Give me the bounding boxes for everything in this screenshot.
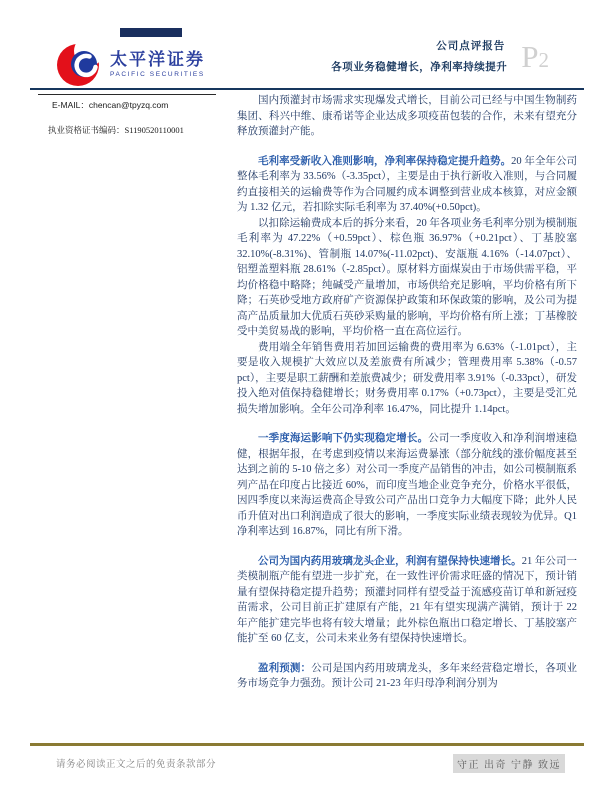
- header-accent-bar: [120, 28, 182, 37]
- analyst-contact-block: [48, 99, 184, 136]
- report-title: 各项业务稳健增长，净利率持续提升: [331, 62, 508, 73]
- body-paragraph: [237, 340, 577, 418]
- paragraph-text: 以扣除运输费成本后的拆分来看，20 年各项业务毛利率分别为模制瓶毛利率为 47.22%（+0.59pct）、棕色瓶 36.97%（+0.21pct）、丁基胶塞 32.10%(-8.31%)、管制瓶 14.07%(-11.02pct)、安瓿瓶 4.16%（-14.07pct）、铝塑盖塑料瓶 28.61%（-2.85pct）。原材料方面煤炭由于市场供需平稳，平均价格稳中略降；纯碱受产量增加，市场供给充足影响，平均价格有所下降；石英砂受地方政府矿产资源保护政策和环保政策的影响，及公司为提高产品质量加大优质石英砂采购量的影响，平均价格有所上涨；丁基橡胶受中美贸易战的影响，平均价格一直在高位运行。: [237, 217, 577, 337]
- pacific-securities-logo-icon: [56, 40, 104, 88]
- paragraph-text: 21 年公司一类模制瓶产能有望进一步扩充，在一致性评价需求旺盛的情况下，预计销量有望保持稳定提升趋势；预灌封同样有望受益于流感疫苗订单和新冠疫苗需求，公司目前正扩建原有产能，21 年有望实现满产满销，预计于 22 年产能扩建完毕也将有较大增量；此外棕色瓶出口稳定增长、丁基胶塞产能扩至 60 亿支，公司未来业务有望保持快速增长。: [237, 555, 578, 644]
- logo-name-en: PACIFIC SECURITIES: [110, 71, 205, 78]
- body-paragraph: [237, 154, 577, 216]
- footer-motto: 守正 出奇 宁静 致远: [453, 754, 565, 773]
- paragraph-text: 20 年全年公司整体毛利率为 33.56%（-3.35pct），主要是由于执行新收入准则，与合同履约直接相关的运输费等作为合同履约成本调整到营业成本核算，对应金额为 1.32 亿元，若扣除实际毛利率为 37.40%(+0.50pct)。: [237, 155, 578, 213]
- header-right: [331, 38, 549, 74]
- paragraph-lead: 一季度海运影响下仍实现稳定增长。: [258, 433, 429, 444]
- logo-name-cn: 太平洋证券: [110, 50, 205, 69]
- paragraph-lead: 毛利率受新收入准则影响，净利率保持稳定提升趋势。: [258, 155, 512, 167]
- contact-divider: [38, 94, 216, 95]
- email-line: [52, 99, 184, 111]
- paragraph-text: 公司一季度收入和净利润增速稳健，根据年报，在考虑到疫情以来海运费暴涨（部分航线的涨价幅度甚至达到之前的 5-10 倍之多）对公司一季度产品销售的冲击，如公司模制瓶系列产品在印度占比接近 60%，而印度当地企业竞争充分，价格水平很低，因四季度以来海运费高企导致公司产品出口竞争力大幅度下降；此外人民币升值对出口利润造成了很大的影响，一季度实际业绩表现较为优异。Q1 净利率达到 16.87%，同比有所下滑。: [237, 433, 578, 537]
- paragraph-text: 国内预灌封市场需求实现爆发式增长，目前公司已经与中国生物制药集团、科兴中维、康希诺等企业达成多项疫苗包装的合作，未来有望充分释放预灌封产能。: [237, 95, 577, 137]
- footer-divider: [30, 743, 584, 746]
- body-paragraph: [237, 431, 577, 540]
- footer-disclaimer: 请务必阅读正文之后的免责条款部分: [56, 760, 217, 770]
- certificate-line: [48, 124, 184, 136]
- certificate-number: S1190520110001: [124, 125, 184, 135]
- email-label: E-MAIL：: [52, 100, 89, 110]
- page-number-digit: 2: [538, 47, 549, 72]
- report-type-label: 公司点评报告: [436, 41, 506, 52]
- report-body: [237, 93, 577, 692]
- logo-text: [110, 50, 205, 78]
- email-value: chencan@tpyzq.com: [88, 100, 169, 110]
- body-paragraph: [237, 216, 577, 340]
- header-divider: [30, 88, 584, 90]
- body-paragraph: [237, 554, 577, 647]
- paragraph-text: 公司是国内药用玻璃龙头，多年来经营稳定增长，各项业务市场竞争力强劲。预计公司 21-23 年归母净利润分别为: [237, 662, 578, 689]
- body-paragraph: [237, 661, 577, 692]
- paragraph-text: 费用端全年销售费用若加回运输费的费用率为 6.63%（-1.01pct），主要是收入规模扩大效应以及差旅费有所减少；管理费用率 5.38%（-0.57 pct），主要是职工薪酬和差旅费减少；研发费用率 3.91%（-0.33pct），研发投入绝对值保持稳健增长；财务费用率 0.17%（+0.73pct），主要是受汇兑损失增加影响。全年公司净利率 16.47%，同比提升 1.14pct。: [237, 341, 577, 415]
- company-logo: [56, 40, 205, 88]
- page-number-letter: P: [521, 38, 539, 74]
- paragraph-lead: 盈利预测：: [258, 662, 312, 674]
- paragraph-lead: 公司为国内药用玻璃龙头企业，利润有望保持快速增长。: [258, 555, 522, 567]
- page-number: [521, 38, 549, 74]
- certificate-label: 执业资格证书编码：: [48, 125, 125, 135]
- body-paragraph: [237, 93, 577, 140]
- header-titles: [331, 38, 507, 74]
